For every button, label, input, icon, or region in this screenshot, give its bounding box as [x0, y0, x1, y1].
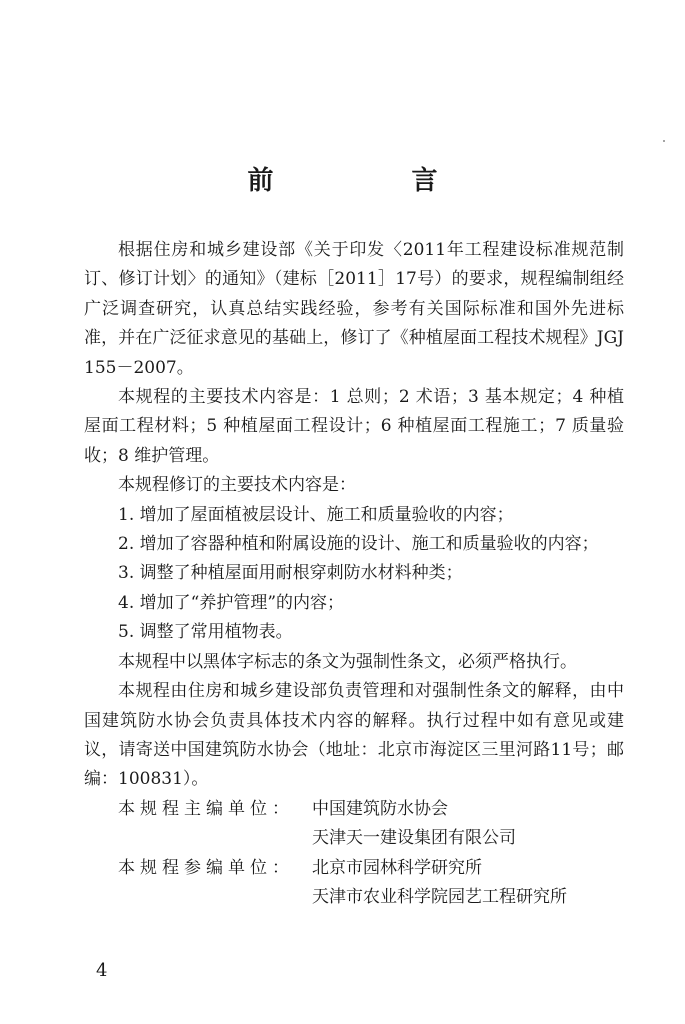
chief-editor-unit-2: 天津天一建设集团有限公司	[312, 828, 516, 849]
paragraph-intro: 根据住房和城乡建设部《关于印发〈2011年工程建设标准规范制订、修订计划〉的通知》（建标［2011］17号）的要求，规程编制组经广泛调查研究，认真总结实践经验，参考有关国际标准和国外先进标准，并在广泛征求意见的基础上，修订了《种植屋面工程技术规程》JGJ 155－2007。	[84, 240, 624, 378]
paragraph-management: 本规程由住房和城乡建设部负责管理和对强制性条文的解释，由中国建筑防水协会负责具体技术内容的解释。执行过程中如有意见或建议，请寄送中国建筑防水协会（地址：北京市海淀区三里河路11号；邮编：100831）。	[84, 681, 624, 790]
chief-editor-row	[84, 795, 624, 824]
participating-editor-row-cont	[84, 883, 624, 912]
paragraph-revision-heading: 本规程修订的主要技术内容是：	[118, 475, 356, 496]
page-title: 前 言	[247, 166, 494, 196]
paragraph-main-content: 本规程的主要技术内容是：1 总则；2 术语；3 基本规定；4 种植屋面工程材料；5 种植屋面工程设计；6 种植屋面工程施工；7 质量验收；8 维护管理。	[84, 387, 624, 466]
revision-item-1: 1. 增加了屋面植被层设计、施工和质量验收的内容；	[118, 504, 514, 525]
chief-editor-label: 本规程主编单位：	[118, 798, 294, 819]
scan-speck	[663, 140, 665, 142]
revision-item-3: 3. 调整了种植屋面用耐根穿刺防水材料种类；	[118, 563, 463, 584]
revision-item-2: 2. 增加了容器种植和附属设施的设计、施工和质量验收的内容；	[118, 534, 599, 555]
revision-item-4: 4. 增加了“养护管理”的内容；	[118, 592, 345, 613]
participating-editor-unit-1: 北京市园林科学研究所	[312, 857, 482, 878]
participating-editor-row	[84, 854, 624, 883]
participating-editor-label: 本规程参编单位：	[118, 857, 294, 878]
preface-body	[84, 236, 624, 912]
revision-item-5: 5. 调整了常用植物表。	[118, 622, 293, 643]
paragraph-mandatory: 本规程中以黑体字标志的条文为强制性条文，必须严格执行。	[118, 651, 577, 672]
page-number: 4	[96, 960, 108, 981]
chief-editor-unit-1: 中国建筑防水协会	[312, 798, 448, 819]
chief-editor-row-cont	[84, 824, 624, 853]
participating-editor-unit-2: 天津市农业科学院园艺工程研究所	[312, 886, 567, 907]
